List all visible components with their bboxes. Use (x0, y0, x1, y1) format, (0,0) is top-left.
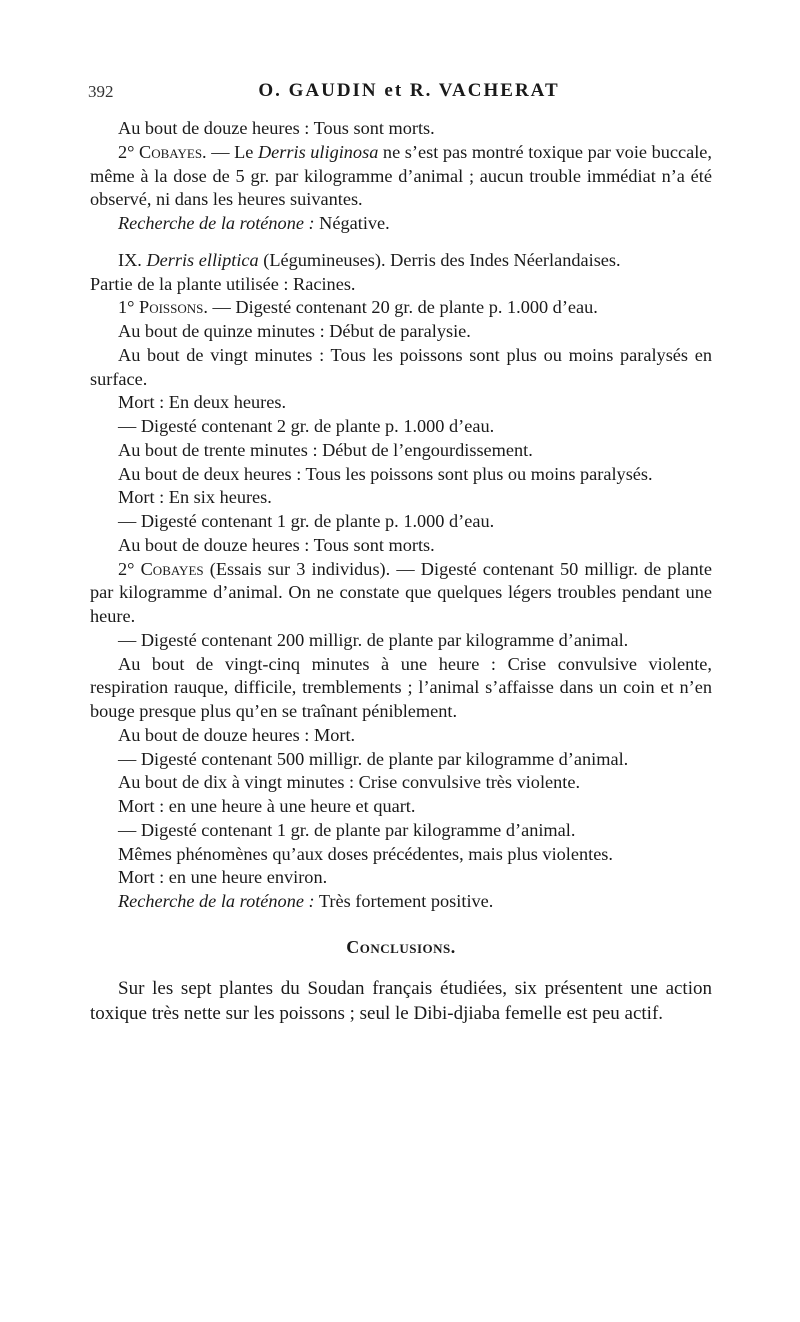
paragraph: — Digesté contenant 2 gr. de plante p. 1.000 d’eau. (118, 416, 495, 436)
paragraph: Au bout de douze heures : Mort. (118, 724, 356, 745)
paragraph: Au bout de vingt minutes : Tous les poissons sont plus ou moins paralysés en surface. (90, 344, 712, 389)
subject-label: Cobayes (140, 558, 204, 579)
paragraph: Au bout de vingt-cinq minutes à une heure : Crise convulsive violente, respiration rauque, difficile, tremblements ; l’animal s’affaisse dans un coin et n’en bouge presque plus qu’en se traînant péniblement. (90, 653, 712, 721)
species-name: Derris elliptica (146, 249, 259, 270)
recherche-value: Négative. (314, 213, 390, 233)
paragraph: — Digesté contenant 1 gr. de plante par kilogramme d’animal. (118, 819, 576, 840)
running-header (0, 80, 800, 110)
conclusions-paragraph: Sur les sept plantes du Soudan français étudiées, six présentent une action toxique très nette sur les poissons ; seul le Dibi-djiaba femelle est peu actif. (90, 977, 712, 1024)
list-number: 2° (118, 141, 140, 162)
paragraph-cobayes-elliptica (90, 558, 712, 629)
recherche-label: Recherche de la roténone : (118, 213, 315, 233)
paragraph: Au bout de douze heures : Tous sont morts. (118, 534, 435, 555)
recherche-label: Recherche de la roténone : (118, 891, 315, 911)
paragraph: Partie de la plante utilisée : Racines. (90, 273, 356, 294)
paragraph-recherche (90, 212, 712, 236)
paragraph: Au bout de douze heures : Tous sont morts. (118, 118, 435, 138)
paragraph-cobayes-uliginosa (90, 141, 712, 212)
paragraph: Au bout de trente minutes : Début de l’engourdissement. (118, 439, 533, 460)
section-heading: Conclusions. (346, 936, 456, 957)
subject-label: Cobayes. (139, 141, 207, 162)
text-run: (Essais sur 3 individus). — Digesté contenant 50 milligr. de plante par kilogramme d’animal. On ne constate que quelques légers troubles pendant une heure. (90, 558, 712, 626)
paragraph: Au bout de deux heures : Tous les poissons sont plus ou moins paralysés. (118, 463, 653, 484)
list-number: 1° (118, 297, 140, 318)
paragraph: Au bout de quinze minutes : Début de paralysie. (118, 321, 471, 341)
paragraph-section-ix (90, 249, 712, 273)
paragraph-poissons (90, 296, 712, 320)
page-number: 392 (88, 82, 114, 101)
section-number: IX. (118, 249, 147, 270)
species-name: Derris uliginosa (257, 141, 379, 162)
paragraph: Au bout de dix à vingt minutes : Crise convulsive très violente. (118, 772, 581, 793)
running-title: O. GAUDIN et R. VACHERAT (258, 80, 560, 101)
paragraph: Mort : En deux heures. (118, 392, 287, 413)
spacer (90, 236, 712, 249)
text-run: (Légumineuses). Derris des Indes Néerlandaises. (258, 249, 621, 270)
text-run: — Le (206, 141, 258, 162)
list-number: 2° (118, 558, 141, 579)
paragraph: — Digesté contenant 500 milligr. de plante par kilogramme d’animal. (118, 748, 629, 769)
paragraph-recherche (90, 890, 712, 914)
subject-label: Poissons. (139, 297, 208, 318)
text-run: ne s’est pas montré toxique par voie buccale, même à la dose de 5 gr. par kilogramme d’animal ; aucun trouble immédiat n’a été observé, ni dans les heures suivantes. (90, 141, 712, 210)
paragraph: Mort : En six heures. (118, 487, 272, 508)
paragraph: — Digesté contenant 1 gr. de plante p. 1.000 d’eau. (118, 511, 495, 531)
paragraph: Mêmes phénomènes qu’aux doses précédentes, mais plus violentes. (118, 843, 613, 864)
paragraph: Mort : en une heure environ. (118, 867, 328, 888)
paragraph: Mort : en une heure à une heure et quart. (118, 796, 416, 816)
paragraph: — Digesté contenant 200 milligr. de plante par kilogramme d’animal. (118, 629, 629, 650)
article-body (90, 117, 712, 1026)
text-run: — Digesté contenant 20 gr. de plante p. 1.000 d’eau. (207, 297, 598, 318)
recherche-value: Très fortement positive. (314, 891, 494, 911)
